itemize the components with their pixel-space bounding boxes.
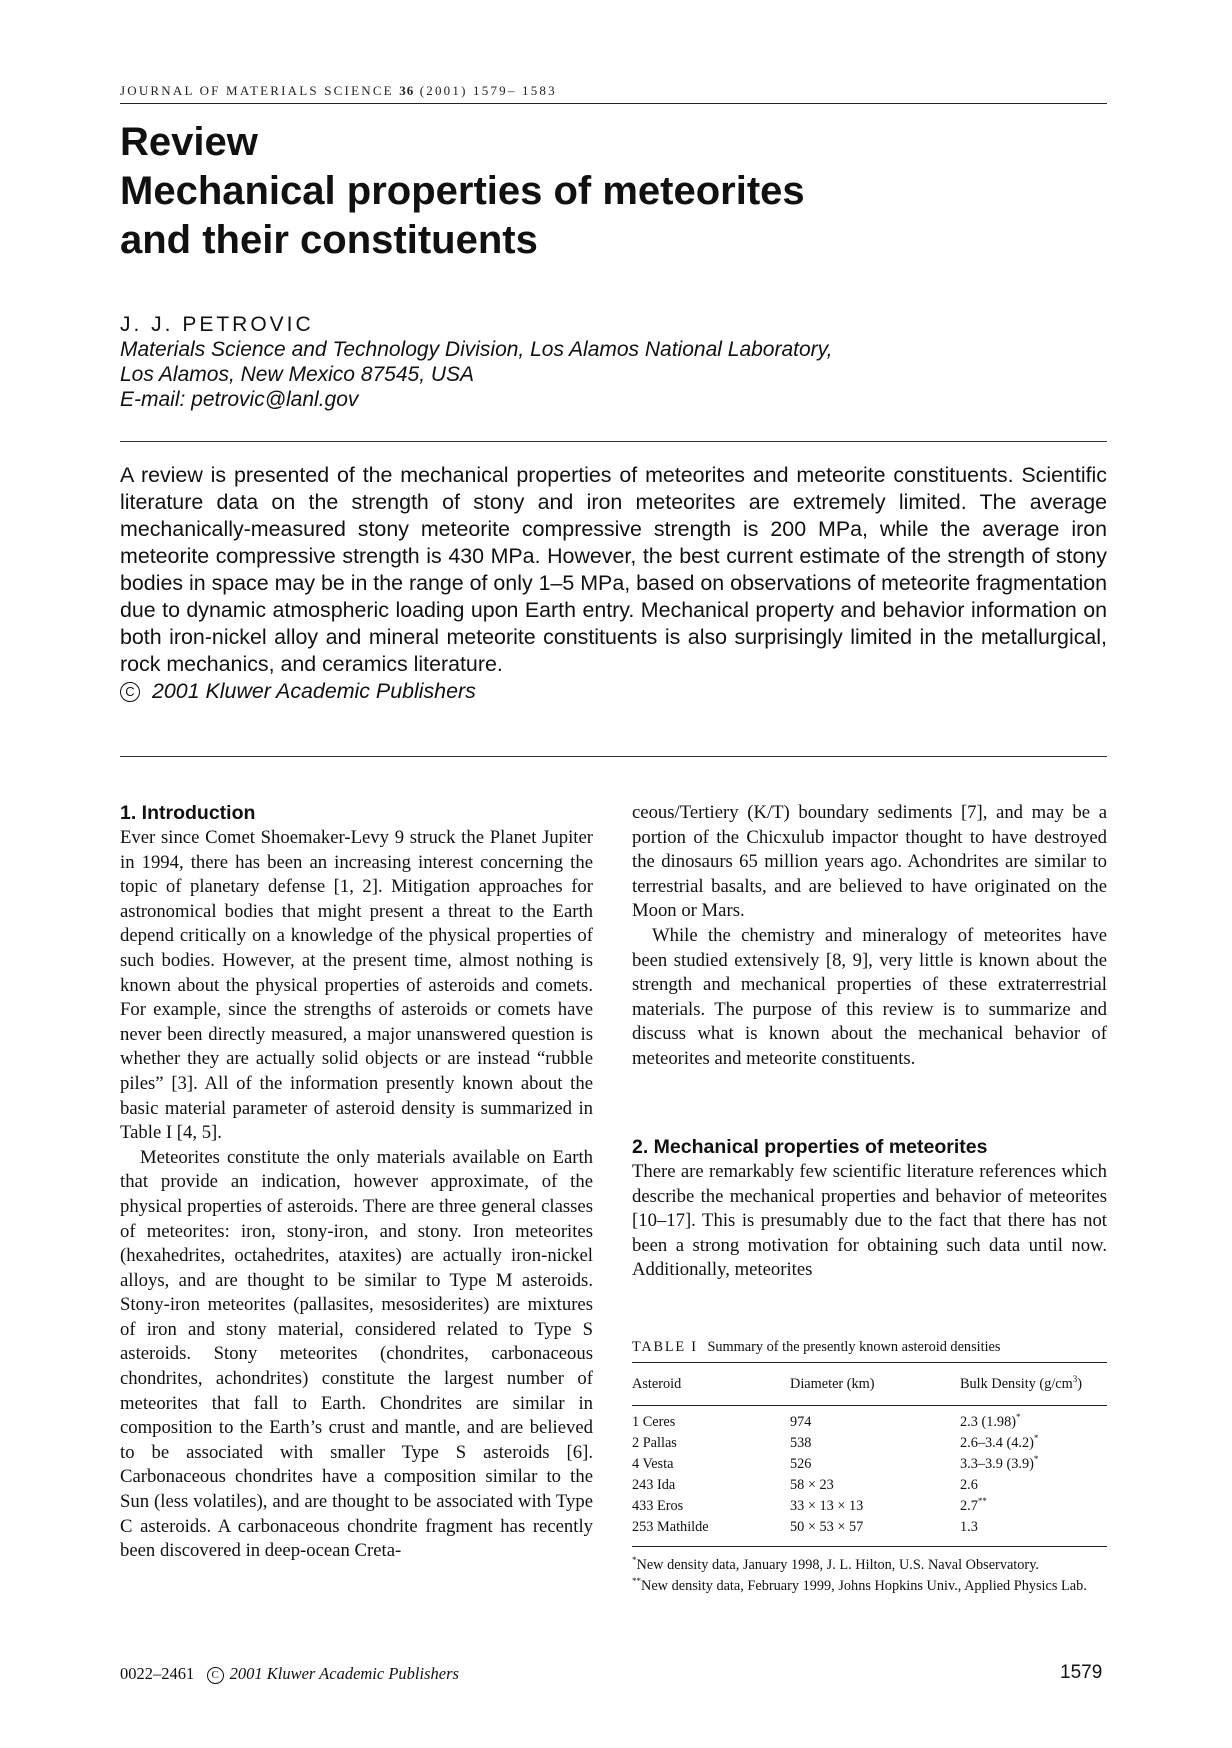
abstract-top-rule <box>120 441 1107 442</box>
table-bottom-rule <box>632 1546 1107 1547</box>
journal-name: JOURNAL OF MATERIALS SCIENCE <box>120 83 394 98</box>
table-cell: 50 × 53 × 57 <box>790 1519 864 1535</box>
table-cell: 253 Mathilde <box>632 1519 709 1535</box>
affiliation-line-2: Los Alamos, New Mexico 87545, USA <box>120 363 475 386</box>
title-line-3: and their constituents <box>120 218 538 262</box>
table-note-mark: * <box>632 1555 637 1566</box>
table-cell: 974 <box>790 1414 812 1430</box>
table-cell <box>960 1496 1107 1517</box>
abstract-copyright <box>120 678 1107 705</box>
table-row <box>632 1517 1107 1538</box>
header-rule <box>120 103 1107 104</box>
section-1-paragraph-2-continued: ceous/Tertiery (K/T) boundary sediments [7], and may be a portion of the Chicxulub impactor thought to have destroyed the dinosaurs 65 million years ago. Achondrites are similar to terrestrial basalts, and are believed to have originated on the Moon or Mars. <box>632 802 1107 922</box>
article-title <box>120 118 1107 265</box>
right-column-top <box>632 801 1107 1072</box>
section-1-paragraph-2: Meteorites constitute the only materials available on Earth that provide an indication, however approximate, of the physical properties of asteroids. There are three general classes of meteorites: iron, stony-iron, and stony. Iron meteorites (hexahedrites, octahedrites, ataxites) are actually iron-nickel alloys, and are thought to be similar to Type M asteroids. Stony-iron meteorites (pallasites, mesosiderites) are mixtures of iron and stony material, considered related to Type S asteroids. Stony meteorites (chondrites, carbonaceous chondrites, achondrites) constitute the largest number of meteorites that fall to Earth. Chondrites are similar in composition to the Earth’s crust and mantle, and are believed to be associated with smaller Type S asteroids [6]. Carbonaceous chondrites have a composition similar to the Sun (less volatiles), and are thought to be associated with Type C asteroids. A carbonaceous chondrite fragment has recently been discovered in deep-ocean Creta- <box>120 1146 593 1562</box>
table-cell <box>960 1475 1107 1496</box>
table-note-text: New density data, January 1998, J. L. Hilton, U.S. Naval Observatory. <box>636 1557 1039 1573</box>
table-cell-footnote-mark: * <box>1016 1412 1021 1423</box>
section-1-heading: 1. Introduction <box>120 802 256 824</box>
table-cell-footnote-mark: ** <box>977 1496 987 1507</box>
section-1-paragraph-1: Ever since Comet Shoemaker-Levy 9 struck the Planet Jupiter in 1994, there has been an increasing interest concerning the topic of planetary defense [1, 2]. Mitigation approaches for astronomical bodies that might present a threat to the Earth depend critically on a knowledge of the physical properties of such bodies. However, at the present time, almost nothing is known about the physical properties of asteroids and comets. For example, since the strengths of asteroids or comets have never been directly measured, a major unanswered question is whether they are actually solid objects or are instead “rubble piles” [3]. All of the information presently known about the basic material parameter of asteroid density is summarized in Table I [4, 5]. <box>120 827 593 1144</box>
table-row <box>632 1412 1107 1433</box>
abstract-bottom-rule <box>120 756 1107 757</box>
running-head <box>120 83 557 99</box>
table-cell-value: 3.3–3.9 (3.9) <box>960 1456 1034 1472</box>
footer-issn: 0022–2461 <box>120 1664 195 1683</box>
abstract-copyright-text: 2001 Kluwer Academic Publishers <box>152 679 476 703</box>
table-cell: 1 Ceres <box>632 1414 676 1430</box>
table-header-cell: Diameter (km) <box>790 1375 875 1392</box>
footer-publisher: 2001 Kluwer Academic Publishers <box>229 1664 459 1683</box>
table-cell: 2 Pallas <box>632 1435 677 1451</box>
table-header-superscript: 3 <box>1072 1373 1078 1384</box>
table-cell <box>960 1412 1107 1433</box>
journal-volume: 36 <box>399 83 415 98</box>
table-note <box>632 1555 1107 1576</box>
title-line-2: Mechanical properties of meteorites <box>120 169 805 213</box>
section-2-heading: 2. Mechanical properties of meteorites <box>632 1136 988 1158</box>
table-header-cell: Asteroid <box>632 1375 682 1392</box>
footer-left <box>120 1664 459 1684</box>
table-cell-footnote-mark: * <box>1033 1454 1039 1465</box>
table-cell: 526 <box>790 1456 812 1472</box>
asteroid-density-table <box>632 1363 1107 1546</box>
table-cell <box>960 1454 1107 1475</box>
affiliation-line-1: Materials Science and Technology Division, Los Alamos National Laboratory, <box>120 338 833 361</box>
table-cell: 433 Eros <box>632 1498 684 1514</box>
author-email: E-mail: petrovic@lanl.gov <box>120 388 359 411</box>
table-header-cell <box>960 1363 1107 1405</box>
table-cell-value: 2.7 <box>960 1498 978 1514</box>
table-cell-footnote-mark: * <box>1033 1433 1039 1444</box>
table-cell: 243 Ida <box>632 1477 676 1493</box>
section-2 <box>632 1135 1107 1283</box>
table-1 <box>632 1336 1107 1597</box>
section-2-paragraph-1: There are remarkably few scientific literature references which describe the mechanical properties and behavior of meteorites [10–17]. This is presumably due to the fact that there has not been a strong motivation for obtaining such data until now. Additionally, meteorites <box>632 1161 1107 1281</box>
table-cell: 538 <box>790 1435 812 1451</box>
table-cell-value: 1.3 <box>960 1519 978 1535</box>
table-row <box>632 1454 1107 1475</box>
table-note <box>632 1576 1107 1597</box>
copyright-icon: C <box>207 1667 224 1684</box>
left-column <box>120 801 593 1564</box>
page-number: 1579 <box>1060 1662 1103 1683</box>
table-row <box>632 1496 1107 1517</box>
table-caption <box>632 1336 1107 1358</box>
author-block <box>120 312 1107 412</box>
table-notes <box>632 1555 1107 1597</box>
title-line-1: Review <box>120 120 258 164</box>
table-cell-value: 2.3 (1.98) <box>960 1414 1016 1430</box>
table-header-row <box>632 1363 1107 1405</box>
table-cell <box>960 1517 1107 1538</box>
table-cell: 33 × 13 × 13 <box>790 1498 864 1514</box>
abstract <box>120 462 1107 705</box>
table-row <box>632 1433 1107 1454</box>
section-1-paragraph-3: While the chemistry and mineralogy of meteorites have been studied extensively [8, 9], very little is known about the strength and mechanical properties of these extraterrestrial materials. The purpose of this review is to summarize and discuss what is known about the mechanical behavior of meteorites and meteorite constituents. <box>632 924 1107 1069</box>
table-cell: 4 Vesta <box>632 1456 674 1472</box>
abstract-text: A review is presented of the mechanical properties of meteorites and meteorite constituents. Scientific literature data on the strength of stony and iron meteorites are extremely limited. The average mechanically-measured stony meteorite compressive strength is 200 MPa, while the average iron meteorite compressive strength is 430 MPa. However, the best current estimate of the strength of stony bodies in space may be in the range of only 1–5 MPa, based on observations of meteorite fragmentation due to dynamic atmospheric loading upon Earth entry. Mechanical property and behavior information on both iron-nickel alloy and mineral meteorite constituents is also surprisingly limited in the metallurgical, rock mechanics, and ceramics literature. <box>120 463 1107 676</box>
table-cell-value: 2.6–3.4 (4.2) <box>960 1435 1034 1451</box>
table-cell-value: 2.6 <box>960 1477 978 1493</box>
table-row <box>632 1475 1107 1496</box>
author-name: J. J. PETROVIC <box>120 313 314 336</box>
table-caption-text: Summary of the presently known asteroid densities <box>707 1339 1001 1355</box>
copyright-icon: C <box>120 682 140 702</box>
table-header-text: ) <box>1077 1375 1083 1392</box>
table-note-mark: ** <box>632 1576 641 1587</box>
table-cell: 58 × 23 <box>790 1477 834 1493</box>
table-header-text: Bulk Density (g/cm <box>960 1375 1073 1392</box>
table-cell <box>960 1433 1107 1454</box>
table-label: TABLE I <box>632 1339 698 1355</box>
journal-year-pages: (2001) 1579– 1583 <box>419 83 557 98</box>
table-note-text: New density data, February 1999, Johns Hopkins Univ., Applied Physics Lab. <box>641 1578 1087 1594</box>
